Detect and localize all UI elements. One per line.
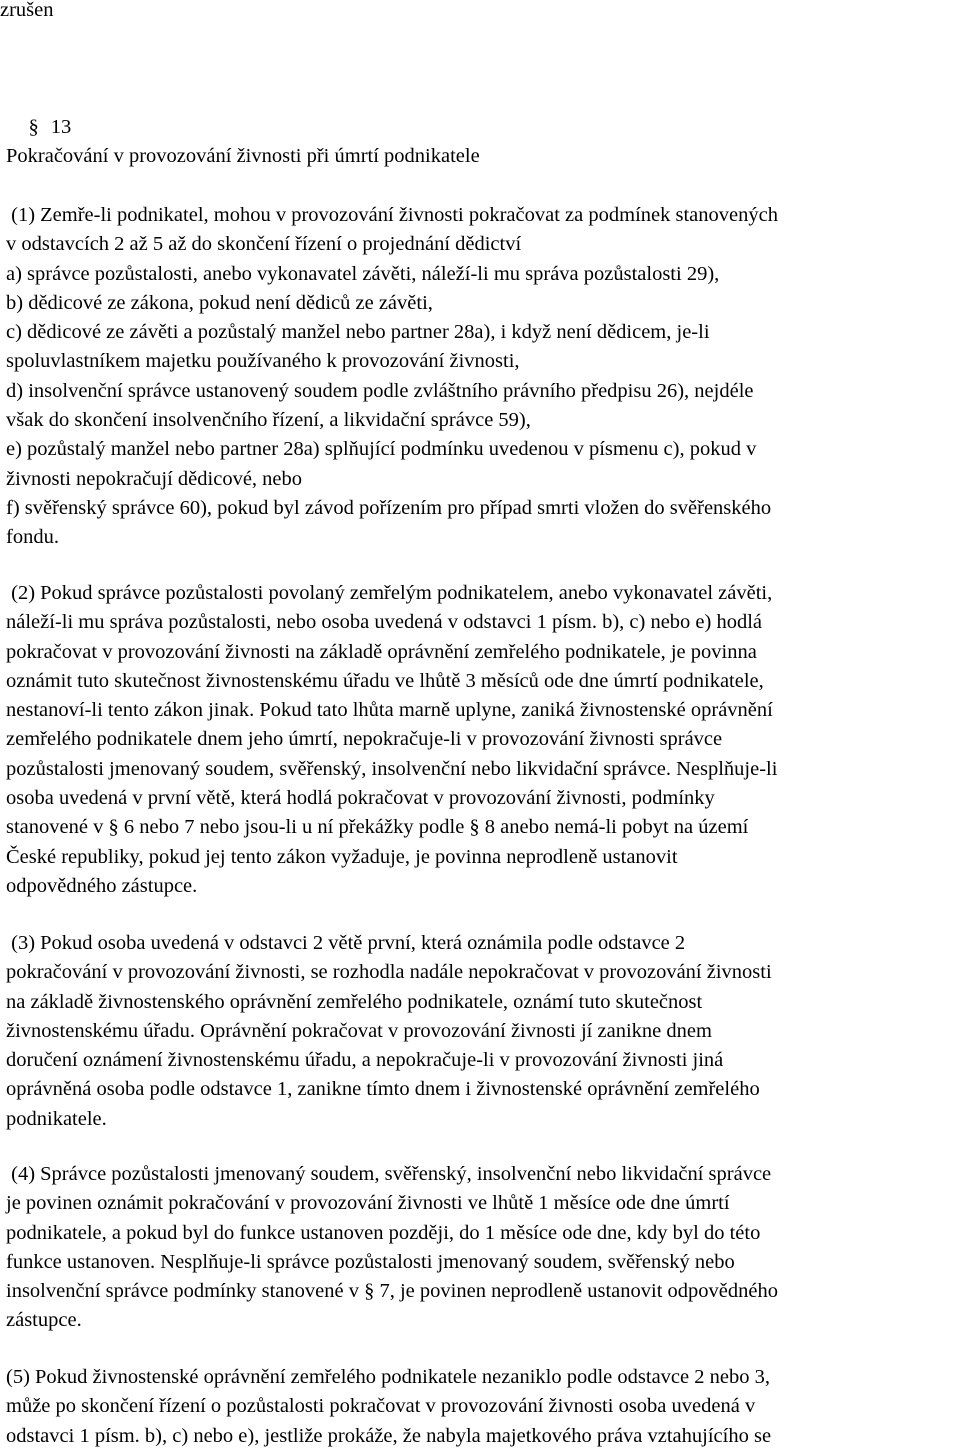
paragraph-line: na základě živnostenského oprávnění zemřelého podnikatele, oznámí tuto skutečnost [6,990,703,1013]
paragraph-line: b) dědicové ze zákona, pokud není dědiců ze závěti, [6,291,433,314]
paragraph-line: pozůstalosti jmenovaný soudem, svěřenský, insolvenční nebo likvidační správce. Nesplňuje-li [6,757,778,780]
paragraph-line: oznámit tuto skutečnost živnostenskému úřadu ve lhůtě 3 měsíců ode dne úmrtí podnikatele, [6,669,764,692]
section-number: 13 [50,116,72,139]
paragraph-line: d) insolvenční správce ustanovený soudem podle zvláštního právního předpisu 26), nejdéle [6,379,754,402]
paragraph-line: nestanoví-li tento zákon jinak. Pokud tato lhůta marně uplyne, zaniká živnostenské oprávnění [6,699,773,722]
paragraph-line: osoba uvedená v první větě, která hodlá pokračovat v provozování živnosti, podmínky [6,787,715,810]
paragraph-line: stanovené v § 6 nebo 7 nebo jsou-li u ní překážky podle § 8 anebo nemá-li pobyt na území [6,816,749,839]
paragraph-line: (3) Pokud osoba uvedená v odstavci 2 větě první, která oznámila podle odstavce 2 [6,932,686,954]
section-title: Pokračování v provozování živnosti při úmrtí podnikatele [6,145,480,167]
paragraph-line: c) dědicové ze závěti a pozůstalý manžel nebo partner 28a), i když není dědicem, je-li [6,321,710,344]
paragraph-line: odstavci 1 písm. b), c) nebo e), jestliže prokáže, že nabyla majetkového práva vztahujícího se [6,1424,772,1447]
paragraph-line: oprávněná osoba podle odstavce 1, zanikne tímto dnem i živnostenské oprávnění zemřelého [6,1078,760,1101]
paragraph-line: (1) Zemře-li podnikatel, mohou v provozování živnosti pokračovat za podmínek stanovených [6,204,778,226]
paragraph-line: náleží-li mu správa pozůstalosti, nebo osoba uvedená v odstavci 1 písm. b), c) nebo e) hodlá [6,611,763,634]
paragraph-line: podnikatele. [6,1107,107,1130]
paragraph-line: živnostenskému úřadu. Oprávnění pokračovat v provozování živnosti jí zanikne dnem [6,1019,712,1042]
paragraph-5 [6,1363,771,1451]
paragraph-line: pokračovat v provozování živnosti na základě oprávnění zemřelého podnikatele, je povinna [6,640,757,663]
paragraph-line: e) pozůstalý manžel nebo partner 28a) splňující podmínku uvedenou v písmenu c), pokud v [6,438,757,461]
paragraph-line: (2) Pokud správce pozůstalosti povolaný zemřelým podnikatelem, anebo vykonavatel závěti, [6,582,773,604]
paragraph-line: fondu. [6,526,59,549]
paragraph-line: f) svěřenský správce 60), pokud byl závod pořízením pro případ smrti vložen do svěřenského [6,496,772,519]
paragraph-3 [6,929,772,1134]
paragraph-line: doručení oznámení živnostenskému úřadu, a nepokračuje-li v provozování živnosti jiná [6,1049,724,1072]
paragraph-line: pokračování v provozování živnosti, se rozhodla nadále nepokračovat v provozování živnosti [6,961,772,984]
paragraph-line: však do skončení insolvenčního řízení, a likvidační správce 59), [6,409,531,432]
paragraph-line: zemřelého podnikatele dnem jeho úmrtí, nepokračuje-li v provozování živnosti správce [6,728,723,751]
paragraph-line: (5) Pokud živnostenské oprávnění zemřelého podnikatele nezaniklo podle odstavce 2 nebo 3, [6,1366,770,1388]
paragraph-line: v odstavcích 2 až 5 až do skončení řízení o projednání dědictví [6,233,522,256]
paragraph-line: insolvenční správce podmínky stanovené v § 7, je povinen neprodleně ustanovit odpovědného [6,1280,778,1303]
paragraph-line: odpovědného zástupce. [6,874,198,897]
paragraph-line: je povinen oznámit pokračování v provozování živnosti ve lhůtě 1 měsíce ode dne úmrtí [6,1192,730,1215]
paragraph-1 [6,201,778,553]
top-fragment: zrušen [0,0,54,21]
paragraph-line: funkce ustanoven. Nesplňuje-li správce pozůstalosti jmenovaný soudem, svěřenský nebo [6,1250,735,1273]
paragraph-line: a) správce pozůstalosti, anebo vykonavatel závěti, náleží-li mu správa pozůstalosti 29), [6,262,720,285]
paragraph-4 [6,1160,778,1336]
section-heading [6,84,72,139]
section-symbol: § [28,116,39,139]
paragraph-line: může po skončení řízení o pozůstalosti pokračovat v provozování živnosti osoba uvedená v [6,1395,756,1418]
paragraph-line: podnikatele, a pokud byl do funkce ustanoven později, do 1 měsíce ode dne, kdy byl do této [6,1221,761,1244]
paragraph-line: živnosti nepokračují dědicové, nebo [6,467,303,490]
paragraph-2 [6,579,777,901]
paragraph-line: České republiky, pokud jej tento zákon vyžaduje, je povinna neprodleně ustanovit [6,845,678,868]
paragraph-line: (4) Správce pozůstalosti jmenovaný soudem, svěřenský, insolvenční nebo likvidační správce [6,1163,772,1185]
paragraph-line: spoluvlastníkem majetku používaného k provozování živnosti, [6,350,520,373]
paragraph-line: zástupce. [6,1309,82,1332]
